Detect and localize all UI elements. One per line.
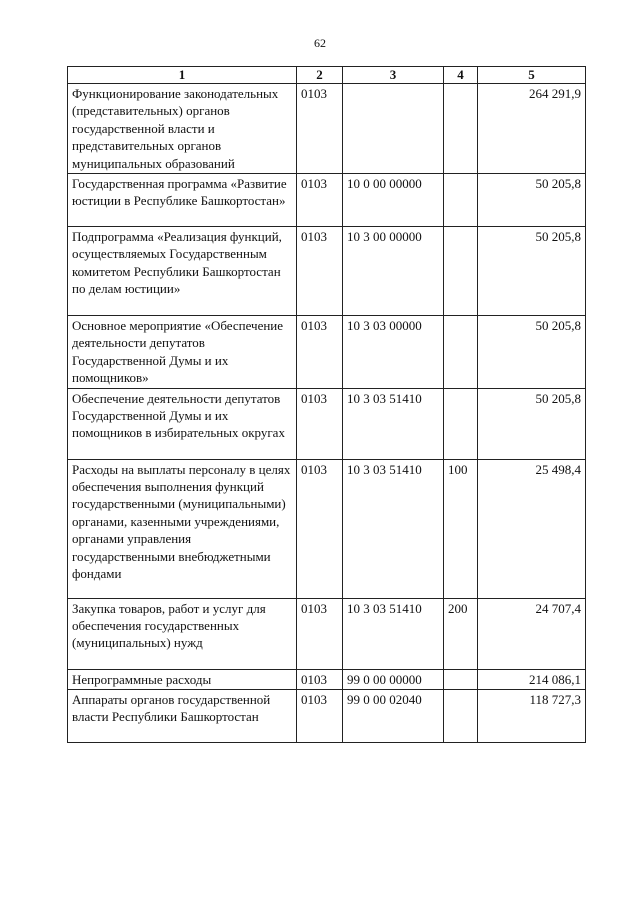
row-expense-type xyxy=(444,669,478,689)
row-expense-type: 100 xyxy=(444,459,478,598)
row-section: 0103 xyxy=(297,669,343,689)
row-name: Непрограммные расходы xyxy=(68,669,297,689)
row-amount: 50 205,8 xyxy=(478,316,586,389)
row-section: 0103 xyxy=(297,690,343,743)
column-header-2: 2 xyxy=(297,67,343,84)
budget-table xyxy=(67,66,586,743)
table-row xyxy=(68,174,586,227)
row-section: 0103 xyxy=(297,174,343,227)
row-section: 0103 xyxy=(297,459,343,598)
row-amount: 118 727,3 xyxy=(478,690,586,743)
row-target-code: 10 3 03 51410 xyxy=(343,459,444,598)
table-header-row xyxy=(68,67,586,84)
row-expense-type xyxy=(444,316,478,389)
table-row xyxy=(68,316,586,389)
column-header-1: 1 xyxy=(68,67,297,84)
page-number: 62 xyxy=(314,36,326,50)
column-header-5: 5 xyxy=(478,67,586,84)
row-expense-type xyxy=(444,388,478,459)
table-row xyxy=(68,669,586,689)
column-header-3: 3 xyxy=(343,67,444,84)
row-amount: 264 291,9 xyxy=(478,84,586,174)
row-section: 0103 xyxy=(297,388,343,459)
row-expense-type xyxy=(444,227,478,316)
table-row xyxy=(68,459,586,598)
row-target-code: 10 0 00 00000 xyxy=(343,174,444,227)
row-name: Государственная программа «Развитие юстиции в Республике Башкортостан» xyxy=(68,174,297,227)
row-target-code: 10 3 03 51410 xyxy=(343,388,444,459)
row-section: 0103 xyxy=(297,227,343,316)
row-amount: 214 086,1 xyxy=(478,669,586,689)
row-target-code: 10 3 03 51410 xyxy=(343,598,444,669)
row-name: Обеспечение деятельности депутатов Государственной Думы и их помощников в избирательных округах xyxy=(68,388,297,459)
row-expense-type xyxy=(444,84,478,174)
row-amount: 50 205,8 xyxy=(478,388,586,459)
table-row xyxy=(68,388,586,459)
row-target-code xyxy=(343,84,444,174)
row-name: Закупка товаров, работ и услуг для обеспечения государственных (муниципальных) нужд xyxy=(68,598,297,669)
row-name: Основное мероприятие «Обеспечение деятельности депутатов Государственной Думы и их помощников» xyxy=(68,316,297,389)
row-amount: 50 205,8 xyxy=(478,227,586,316)
row-target-code: 10 3 03 00000 xyxy=(343,316,444,389)
column-header-4: 4 xyxy=(444,67,478,84)
row-name: Функционирование законодательных (представительных) органов государственной власти и представительных органов муниципальных образований xyxy=(68,84,297,174)
row-target-code: 99 0 00 00000 xyxy=(343,669,444,689)
row-amount: 24 707,4 xyxy=(478,598,586,669)
row-name: Расходы на выплаты персоналу в целях обеспечения выполнения функций государственными (муниципальными) органами, казенными учреждениями, органами управления государственными внебюджетными фондами xyxy=(68,459,297,598)
table-row xyxy=(68,598,586,669)
table-row xyxy=(68,84,586,174)
row-section: 0103 xyxy=(297,316,343,389)
row-amount: 25 498,4 xyxy=(478,459,586,598)
table-row xyxy=(68,690,586,743)
row-target-code: 99 0 00 02040 xyxy=(343,690,444,743)
row-expense-type xyxy=(444,690,478,743)
row-section: 0103 xyxy=(297,84,343,174)
row-section: 0103 xyxy=(297,598,343,669)
row-name: Аппараты органов государственной власти Республики Башкортостан xyxy=(68,690,297,743)
row-expense-type: 200 xyxy=(444,598,478,669)
table-row xyxy=(68,227,586,316)
row-amount: 50 205,8 xyxy=(478,174,586,227)
row-target-code: 10 3 00 00000 xyxy=(343,227,444,316)
row-expense-type xyxy=(444,174,478,227)
row-name: Подпрограмма «Реализация функций, осуществляемых Государственным комитетом Республики Башкортостан по делам юстиции» xyxy=(68,227,297,316)
